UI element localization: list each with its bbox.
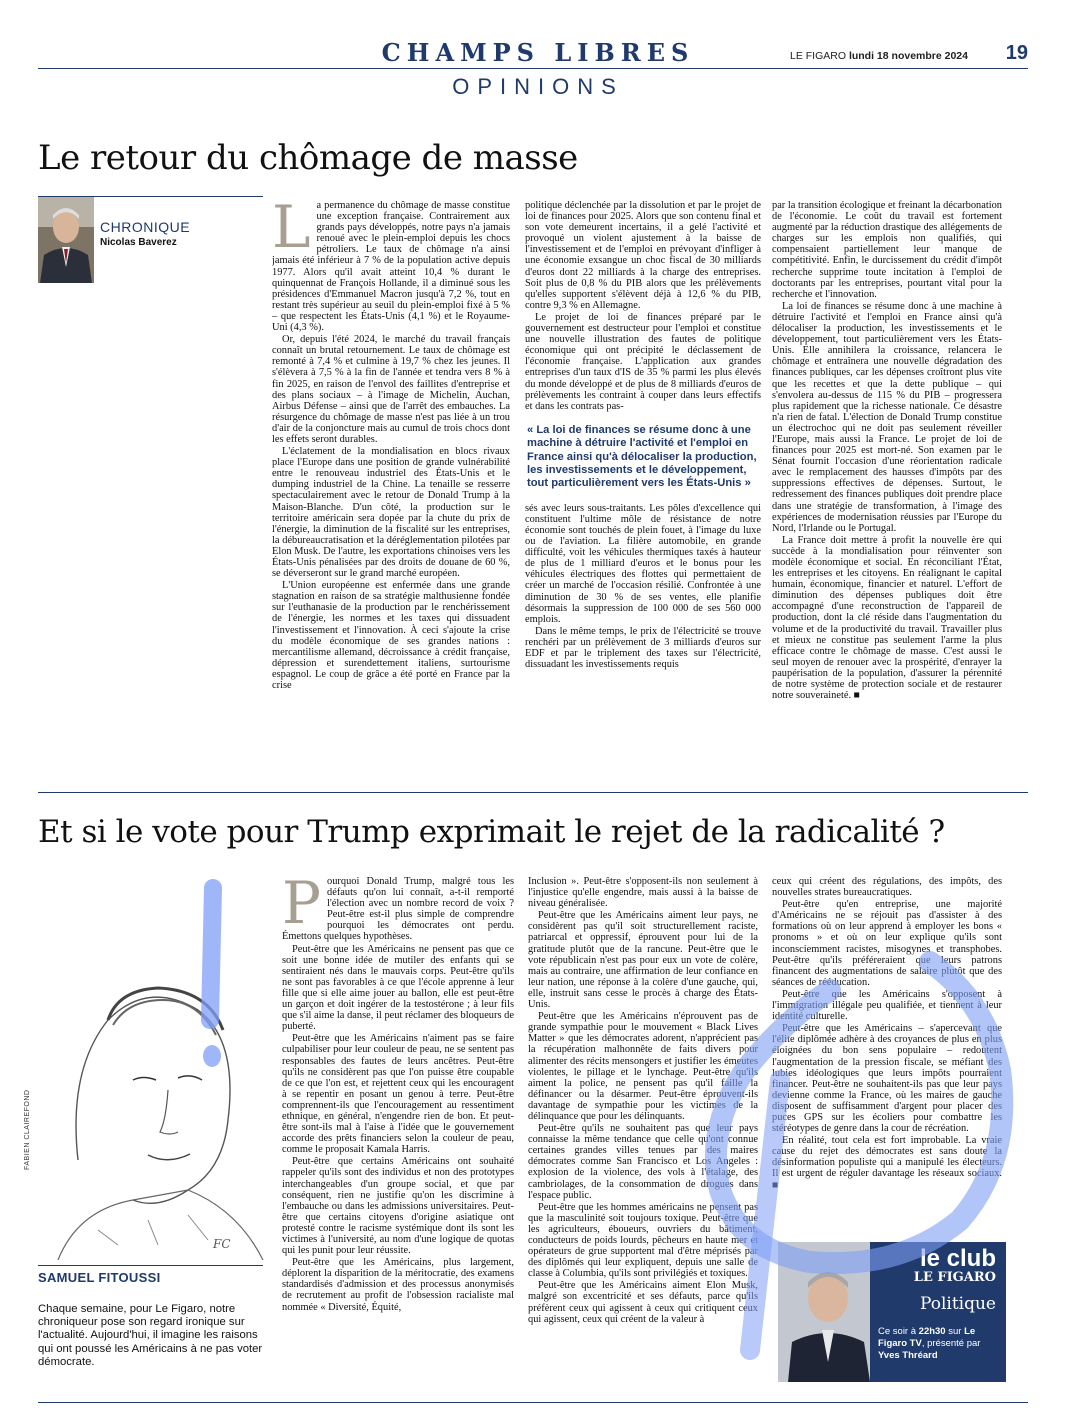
- club-brand: LE FIGARO: [913, 1270, 996, 1285]
- paragraph: La loi de finances se résume donc à une machine à détruire l'activité et l'emploi en France ainsi qu'à délocaliser la production, les investissements et le développement, tout particulièrement vers les États-Unis. Elle annihilera la croissance, relancera le chômage et entraînera une nouvelle dégradation des finances publiques, car les dépenses croîtront plus vite que les recettes et que la dette publique – qui s'envolera au-dessus de 115 % du PIB – progressera plus rapidement que la richesse nationale. Ce désastre n'a rien de fatal. L'élection de Donald Trump constitue un électrochoc qui ne doit pas seulement réveiller l'Europe, mais aussi la France. Le projet de loi de finances pour 2025 est mort-né. Son examen par le Sénat fournit l'occasion d'une réorientation radicale avec le remplacement des hausses d'impôts par des suppressions effectives de dépenses. Surtout, le redressement des finances publiques doit prendre place dans une stratégie de transformation, à l'image des expériences de modernisation réussies par l'Europe du Nord, l'Irlande ou le Portugal.: [772, 300, 1002, 534]
- author-description: Chaque semaine, pour Le Figaro, notre chroniqueur pose son regard ironique sur l'actualité. Aujourd'hui, il imagine les raisons qui ont poussé les Américains à ne pas voter démocrate.: [38, 1303, 263, 1368]
- section-title: CHAMPS LIBRES: [381, 38, 695, 67]
- paragraph: a permanence du chômage de masse constitue une exception française. Contrairement aux grands pays développés, notre pays n'a jamais renoué avec le plein-emploi depuis les chocs pétroliers. Le taux de chômage n'a ainsi jamais été inférieur à 7 % de la population active depuis 1977. Alors qu'il avait atteint 10,4 % durant le quinquennat de François Hollande, il a diminué sous les présidences d'Emmanuel Macron jusqu'à 7,2 %, tout en restant très supérieur au seuil du plein-emploi fixé à 5 % – que respectent les États-Unis (4,1 %) et le Royaume-Uni (4,3 %).: [272, 200, 510, 334]
- svg-text:FC: FC: [213, 1237, 231, 1251]
- article1-headline: Le retour du chômage de masse: [38, 138, 578, 178]
- paragraph: ourquoi Donald Trump, malgré tous les défauts qu'on lui connaît, a-t-il remporté l'élection avec un nombre record de voix ? Peut-être est-il plus simple de comprendre pourquoi les démocrates ont perdu. Émettons quelques hypothèses.: [282, 876, 514, 943]
- author-sketch: [38, 870, 268, 1260]
- dropcap: L: [272, 200, 311, 261]
- paragraph: La France doit mettre à profit la nouvelle ère qui succède à la mondialisation pour réinventer son modèle économique et social. En réconciliant l'État, les entreprises et les citoyens. En réalignant le capital humain, économique, financier et naturel. L'effort de diminution des dépenses publiques doit être accompagné d'une reconstruction de l'appareil de production, dont la clé réside dans l'augmentation du volume et de la productivité du travail. Travailler plus et mieux ne constitue pas seulement l'arme la plus efficace contre le chômage de masse. C'est aussi le seul moyen de renouer avec la prospérité, d'enrayer la paupérisation de la population, d'assurer la pérennité de notre système de protection sociale et de restaurer notre souveraineté. ■: [772, 534, 1002, 702]
- article1-column-1: [272, 200, 510, 760]
- paragraph: L'Union européenne est enfermée dans une grande stagnation en raison de sa stratégie malthusienne fondée sur l'euthanasie de la production par le renchérissement de l'énergie, les normes et les taxes qui dissuadent l'investissement et l'innovation. À ceci s'ajoute la crise du modèle économique de ses grandes nations : mercantilisme allemand, décroissance à crédit française, dépression et surendettement italiens, surtourisme espagnol. Le coup de grâce a été porté en France par la crise: [272, 580, 510, 692]
- paragraph: Peut-être que les Américains ne pensent pas que ce soit une bonne idée de mutiler des enfants qui se sentiraient nés dans le mauvais corps. Peut-être qu'ils ne sont pas favorables à ce que l'école apprenne à leur fille que si elle aime jouer au ballon, elle est peut-être un garçon et doit ingérer de la testostérone ; à leur fils que s'il aime la danse, il peut réclamer des bloqueurs de puberté.: [282, 943, 514, 1033]
- chronicle-author: Nicolas Baverez: [100, 237, 177, 248]
- club-title: le club: [919, 1245, 996, 1272]
- article2-column-1: [282, 876, 514, 1398]
- chronicle-label: CHRONIQUE: [100, 219, 191, 235]
- paragraph: Inclusion ». Peut-être s'opposent-ils non seulement à l'injustice qu'elle engendre, mais aussi à la baisse de niveau généralisée.: [528, 876, 758, 910]
- page-header: [38, 38, 1028, 104]
- paragraph: Peut-être que les Américains aiment leur pays, ne considèrent pas qu'il soit structurellement raciste, patriarcal et oppressif, éprouvent pour lui de la gratitude plutôt que de la rancune. Peut-être que le vote républicain n'est pas pour eux un vote de colère, mais au contraire, une affirmation de leur confiance en leur nation, une réponse à la colère d'une gauche, qui, elle, instruit sans cesse le procès à charge des États-Unis.: [528, 910, 758, 1011]
- section-subtitle: OPINIONS: [452, 74, 624, 99]
- paper-name: LE FIGARO: [790, 50, 847, 62]
- paragraph: Peut-être que les Américains s'opposent à l'immigration illégale peu qualifiée, et tiennent à leur identité culturelle.: [772, 988, 1002, 1023]
- paragraph: ceux qui créent des régulations, des impôts, des nouvelles strates bureaucratiques.: [772, 876, 1002, 899]
- paragraph: Peut-être que certains Américains ont souhaité rappeler qu'ils sont des individus et non des prototypes interchangeables d'un groupe social, et que par conséquent, rien ne justifie qu'on les discrimine à l'embauche ou dans les admissions universitaires. Peut-être que certains citoyens d'origine asiatique ont protesté contre le racisme systémique dont ils sont les victimes à l'université, au nom d'une logique de quotas qui les punit pour leur réussite.: [282, 1156, 514, 1257]
- paragraph: Le projet de loi de finances préparé par le gouvernement est destructeur pour l'emploi et constitue une nouvelle illustration des fautes de politique économique qui ont précipité le déclassement de l'économie française. L'application aux grandes entreprises d'un taux d'IS de 35 % parmi les plus élevés du monde développé et de plus de 8 milliards d'euros de prélèvements les contraint à couper dans leurs effectifs et dans les contrats pas-: [525, 311, 761, 412]
- chronicle-box: [38, 196, 263, 284]
- paragraph: Peut-être que les Américains, plus largement, déplorent la disparition de la méritocratie, des examens standardisés d'admission et des processus anonymisés de recrutement au profit de l'obsession racialiste mal nommée « Diversité, Équité,: [282, 1257, 514, 1313]
- paragraph: L'éclatement de la mondialisation en blocs rivaux place l'Europe dans une position de grande vulnérabilité entre le renouveau industriel des États-Unis et le dumping industriel de la Chine. La tenaille se resserre spectaculairement avec le retour de Donald Trump à la Maison-Blanche. D'un côté, la production sur le territoire américain sera dopée par la chute du prix de l'énergie, la diminution de la fiscalité sur les entreprises, la débureaucratisation et la déréglementation pilotées par Elon Musk. De l'autre, les exportations chinoises vers les États-Unis pénalisées par des droits de douane de 60 %, se déverseront sur le grand marché européen.: [272, 446, 510, 580]
- pull-quote: « La loi de finances se résume donc à une machine à détruire l'activité et l'emploi en France ainsi qu'à délocaliser la production, les investissements et le développement, tout particulièrement vers les États-Unis »: [527, 423, 757, 490]
- club-schedule: Ce soir à 22h30 sur Le Figaro TV, présenté par Yves Thréard: [878, 1326, 981, 1361]
- club-program: Politique: [919, 1294, 996, 1314]
- illustration-credit: FABIEN CLAIREFOND: [24, 1089, 31, 1170]
- masthead: [790, 50, 968, 62]
- paragraph: sés avec leurs sous-traitants. Les pôles d'excellence qui constituent l'ultime môle de résistance de notre économie sont touchés de plein fouet, à l'image du luxe ou de l'aviation. La filière automobile, en grande difficulté, voit les véhicules thermiques taxés à hauteur de plus de 1 milliard d'euros et le bonus pour les véhicules électriques des flottes qui permettaient de créer un marché de l'occasion résilié. Confrontée à une diminution de 30 % de ses ventes, elle planifie désormais la suppression de 100 000 de ses 560 000 emplois.: [525, 502, 761, 625]
- presenter-photo: [778, 1242, 870, 1382]
- paragraph: Or, depuis l'été 2024, le marché du travail français connaît un brutal retournement. Le taux de chômage est remonté à 7,4 % et culmine à 19,7 % chez les jeunes. Il s'élèvera à 7,5 % à la fin de l'année et tendra vers 8 % à fin 2025, en raison de l'envol des faillites d'entreprise et des plans sociaux – à l'image de Michelin, Auchan, Airbus Défense – ainsi que de l'arrêt des embauches. La résurgence du chômage de masse n'est pas liée à un trou d'air de la conjoncture mais au cumul de trois chocs dont les effets seront durables.: [272, 334, 510, 445]
- paragraph: Dans le même temps, le prix de l'électricité se trouve renchéri par un prélèvement de 3 milliards d'euros sur EDF et par le triplement des taxes sur l'électricité, dissuadant les investissements requis: [525, 625, 761, 671]
- paragraph: Peut-être que les Américains n'aiment pas se faire culpabiliser pour leur couleur de peau, ne se sentent pas responsables des fautes de leurs ancêtres. Peut-être qu'ils ne considèrent pas que l'on puisse être coupable de ce que l'on est, et rejettent ceux qui les encouragent à se repentir en posant un genou à terre. Peut-être comprennent-ils que l'encouragement au ressentiment ethnique, en général, n'engendre rien de bon. Et peut-être sont-ils mal à l'aise à l'idée que le gouvernement accorde des prêts financiers selon la couleur de peau, comme le proposait Kamala Harris.: [282, 1033, 514, 1156]
- dropcap: P: [282, 876, 322, 937]
- author-name: SAMUEL FITOUSSI: [38, 1265, 263, 1285]
- article1-column-3: [772, 200, 1002, 760]
- author-portrait: [38, 197, 94, 283]
- paragraph: Peut-être qu'en entreprise, une majorité d'Américains ne se réjouit pas d'assister à des formations où on leur apprend à employer les bons « pronoms » et où on leur explique qu'ils sont inconsciemment racistes, misogynes et transphobes. Peut-être qu'ils préféreraient que leurs patrons financent des augmentations de salaire plutôt que des séances de rééducation.: [772, 899, 1002, 988]
- article1-column-2: [525, 200, 761, 760]
- paragraph: politique déclenchée par la dissolution et par le projet de loi de finances pour 2025. Alors que son contenu final et son vote demeurent incertains, il a gelé l'activité et provoqué un violent ajustement à la baisse de l'investissement et de l'emploi en prévoyant d'infliger à une économie exsangue un choc fiscal de 30 milliards d'euros dont 22 milliards à la charge des entreprises. Soit plus de 0,8 % du PIB alors que les prélèvements qu'elles supportent s'élèvent déjà à 12,6 % du PIB, contre 9,3 % en Allemagne.: [525, 200, 761, 311]
- section-divider: [38, 792, 1028, 793]
- article2-column-2: [528, 876, 758, 1398]
- article2-column-3: [772, 876, 1002, 1232]
- paragraph: Peut-être que les Américains aiment Elon Musk, malgré son excentricité et ses défauts, parce qu'ils préfèrent ceux qui agissent à ceux qui critiquent ceux qui agissent, ceux qui créent de la valeur à: [528, 1280, 758, 1325]
- paragraph: Peut-être que les hommes américains ne pensent pas que la masculinité soit toujours toxique. Peut-être que les agriculteurs, éboueurs, ouvriers du bâtiment, conducteurs de poids lourds, pêcheurs en haute mer et opérateurs de grue supportent mal d'être méprisés par des diplômés qui leur expliquent, depuis une salle de classe à Columbia, qu'ils sont privilégiés et toxiques.: [528, 1201, 758, 1280]
- paragraph: En réalité, tout cela est fort improbable. La vraie cause du rejet des démocrates est sans doute la désinformation populiste qui a manipulé les électeurs. Il est urgent de réguler davantage les réseaux sociaux. ■: [772, 1135, 1002, 1191]
- paragraph: Peut-être que les Américains n'éprouvent pas de grande sympathie pour le mouvement « Black Lives Matter » que les démocrates adorent, n'apprécient pas la récupération malhonnête de faits divers pour alimenter des récits mensongers et justifier les émeutes violentes, le pillage et le lynchage. Peut-être qu'ils aiment la police, ne pensent pas qu'il faille la définancer ou la désarmer. Peut-être éprouvent-ils davantage de sympathie pour les victimes de la délinquance que pour les délinquants.: [528, 1011, 758, 1122]
- paragraph: Peut-être que les Américains – s'apercevant que l'élite diplômée adhère à des croyances de plus en plus éloignées du bon sens populaire – redoutent l'augmentation de la pression fiscale, se méfiant des lubies idéologiques que leurs impôts pourraient financer. Peut-être ne souhaitent-ils pas que leur pays devienne comme la France, où les maires de gauche disposent de suffisamment d'argent pour placer des puces GPS sur les écoliers pour combattre les stéréotypes de genre dans la cour de récréation.: [772, 1023, 1002, 1135]
- issue-date: lundi 18 novembre 2024: [848, 50, 968, 62]
- header-rule: [38, 68, 1028, 69]
- paragraph: par la transition écologique et freinant la décarbonation de l'économie. Le coût du travail est fortement augmenté par la réduction drastique des allégements de charges sur les emplois non qualifiés, qui compensaient partiellement leur manque de compétitivité. Enfin, le durcissement du crédit d'impôt recherche supprime toute incitation à l'emploi de doctorants par les entreprises, pourtant vital pour la recherche et l'innovation.: [772, 200, 1002, 300]
- page-number: 19: [1005, 42, 1028, 64]
- article2-headline: Et si le vote pour Trump exprimait le rejet de la radicalité ?: [38, 814, 945, 850]
- paragraph: Peut-être qu'ils ne souhaitent pas que leur pays connaisse la même tendance que celle qu'ont connue certaines grandes villes tenues par des maires démocrates comme San Francisco et Los Angeles : explosion de la violence, des vols à l'étalage, des cambriolages, de la consommation de drogues dans l'espace public.: [528, 1123, 758, 1201]
- bottom-rule: [38, 1402, 1028, 1403]
- club-promo[interactable]: [778, 1242, 1006, 1382]
